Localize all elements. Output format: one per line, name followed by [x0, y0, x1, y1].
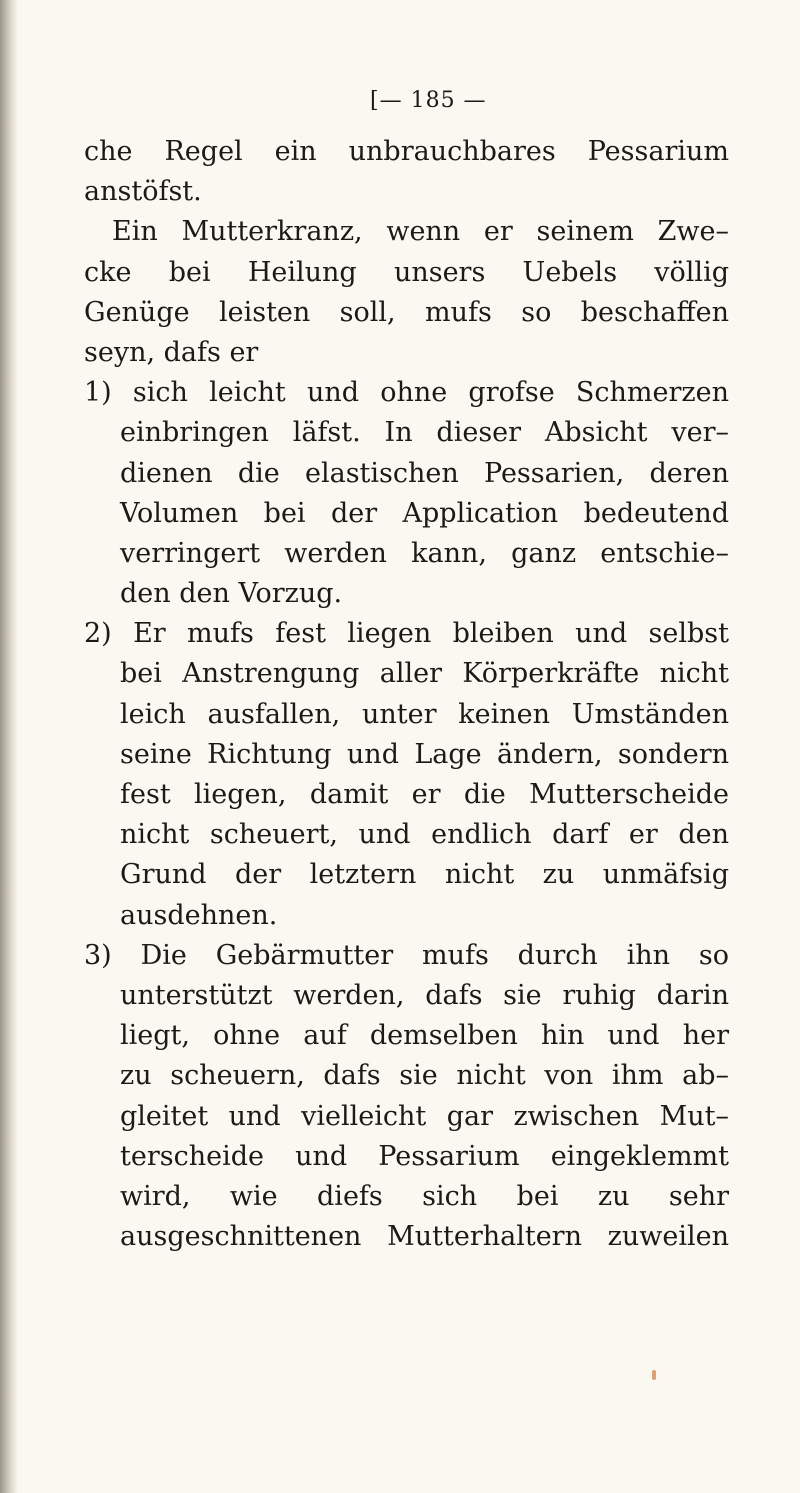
text-line: che Regel ein unbrauchbares Pessarium: [84, 136, 729, 167]
text-line: unterstützt werden, dafs sie ruhig darin: [120, 979, 729, 1011]
page-number-header: [— 185 —: [370, 88, 487, 113]
paper-stain: [652, 1370, 656, 1380]
text-line: den den Vorzug.: [120, 578, 343, 610]
text-line: liegt, ohne auf demselben hin und her: [120, 1020, 729, 1052]
text-line: bei Anstrengung aller Körperkräfte nicht: [120, 658, 729, 690]
text-line: ausgeschnittenen Mutterhaltern zuweilen: [120, 1221, 729, 1253]
book-spine-shadow: [0, 0, 18, 1493]
text-line: fest liegen, damit er die Mutterscheide: [120, 779, 729, 810]
text-line: ausdehnen.: [120, 899, 278, 931]
text-line: verringert werden kann, ganz entschie–: [120, 537, 729, 569]
text-line: seyn, dafs er: [84, 336, 259, 368]
text-line: Genüge leisten soll, mufs so beschaffen: [84, 296, 729, 328]
text-line: wird, wie diefs sich bei zu sehr: [120, 1180, 729, 1212]
text-line: seine Richtung und Lage ändern, sondern: [120, 738, 729, 770]
body-text: [84, 132, 729, 1257]
text-line: Volumen bei der Application bedeutend: [120, 497, 729, 529]
text-line: anstöfst.: [84, 176, 202, 208]
text-line: leich ausfallen, unter keinen Umständen: [120, 698, 729, 730]
text-line: cke bei Heilung unsers Uebels völlig: [84, 256, 729, 288]
text-line: nicht scheuert, und endlich darf er den: [120, 819, 729, 851]
text-line: gleitet und vielleicht gar zwischen Mut–: [120, 1100, 729, 1132]
text-line: zu scheuern, dafs sie nicht von ihm ab–: [120, 1060, 729, 1092]
text-line: 2) Er mufs fest liegen bleiben und selbst: [84, 618, 729, 650]
text-line: 3) Die Gebärmutter mufs durch ihn so: [84, 939, 729, 971]
text-line: einbringen läfst. In dieser Absicht ver–: [120, 417, 729, 449]
text-line: dienen die elastischen Pessarien, deren: [120, 457, 729, 489]
text-line: 1) sich leicht und ohne grofse Schmerzen: [84, 377, 729, 409]
text-line: Grund der letztern nicht zu unmäfsig: [120, 859, 729, 891]
text-line: Ein Mutterkranz, wenn er seinem Zwe–: [112, 216, 729, 248]
text-line: terscheide und Pessarium eingeklemmt: [120, 1140, 729, 1172]
